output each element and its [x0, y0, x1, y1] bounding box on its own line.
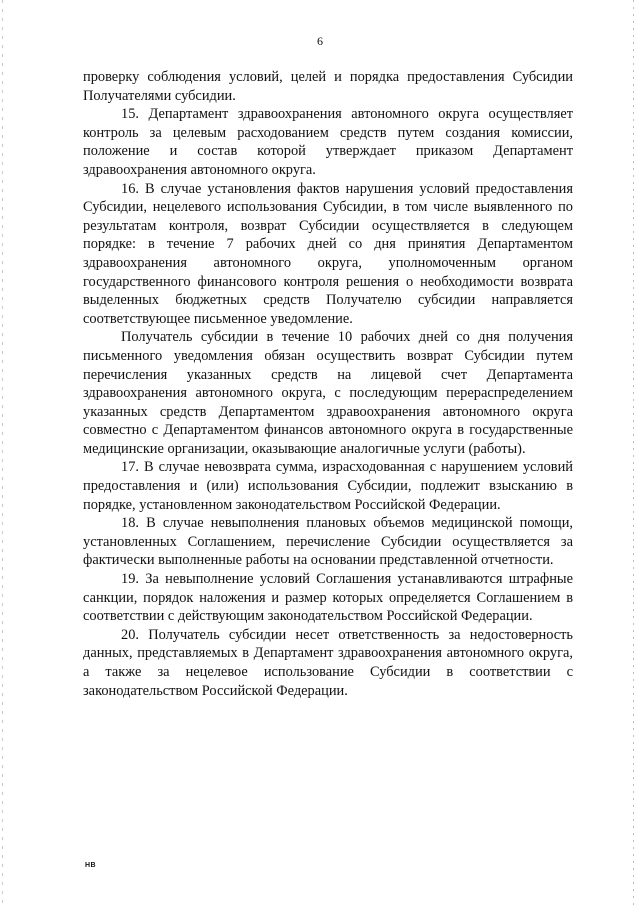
document-body — [83, 68, 573, 700]
paragraph-17: 17. В случае невозврата сумма, израсходованная с нарушением условий предоставления и (или) использования Субсидии, подлежит взысканию в порядке, установленном законодательством Российской Федерации. — [83, 459, 573, 513]
paragraph-19: 19. За невыполнение условий Соглашения устанавливаются штрафные санкции, порядок наложения и размер которых определяется Соглашением в соответствии с действующим законодательством Российской Федерации. — [83, 571, 573, 625]
paragraph-16-refund: Получатель субсидии в течение 10 рабочих дней со дня получения письменного уведомления обязан осуществить возврат Субсидии путем перечисления указанных средств на лицевой счет Департамента здравоохранения автономного округа, с последующим перераспределением указанных средств Департаментом здравоохранения автономного округа совместно с Департаментом финансов автономного округа в государственные медицинские организации, оказывающие аналогичные услуги (работы). — [83, 329, 573, 457]
paragraph-15: 15. Департамент здравоохранения автономного округа осуществляет контроль за целевым расходованием средств путем создания комиссии, положение и состав которой утверждает приказом Департамент здравоохранения автономного округа. — [83, 106, 573, 178]
footer-initials: НВ — [85, 862, 97, 869]
page-number: 6 — [317, 34, 323, 48]
paragraph-16: 16. В случае установления фактов нарушения условий предоставления Субсидии, нецелевого использования Субсидии, в том числе выявленного по результатам контроля, возврат Субсидии осуществляется в следующем порядке: в течение 7 рабочих дней со дня принятия Департаментом здравоохранения автономного округа, уполномоченным органом государственного финансового контроля решения о необходимости возврата выделенных бюджетных средств Получателю субсидии направляется соответствующее письменное уведомление. — [83, 180, 573, 327]
scan-edge-left — [2, 0, 3, 905]
paragraph-18: 18. В случае невыполнения плановых объемов медицинской помощи, установленных Соглашением, перечисление Субсидии осуществляется за фактически выполненные работы на основании представленной отчетности. — [83, 515, 573, 569]
scan-edge-right — [633, 0, 634, 905]
paragraph-20: 20. Получатель субсидии несет ответственность за недостоверность данных, представляемых в Департамент здравоохранения автономного округа, а также за нецелевое использование Субсидии в соответствии с законодательством Российской Федерации. — [83, 626, 573, 699]
paragraph-continuation: проверку соблюдения условий, целей и порядка предоставления Субсидии Получателями субсидии. — [83, 69, 573, 104]
